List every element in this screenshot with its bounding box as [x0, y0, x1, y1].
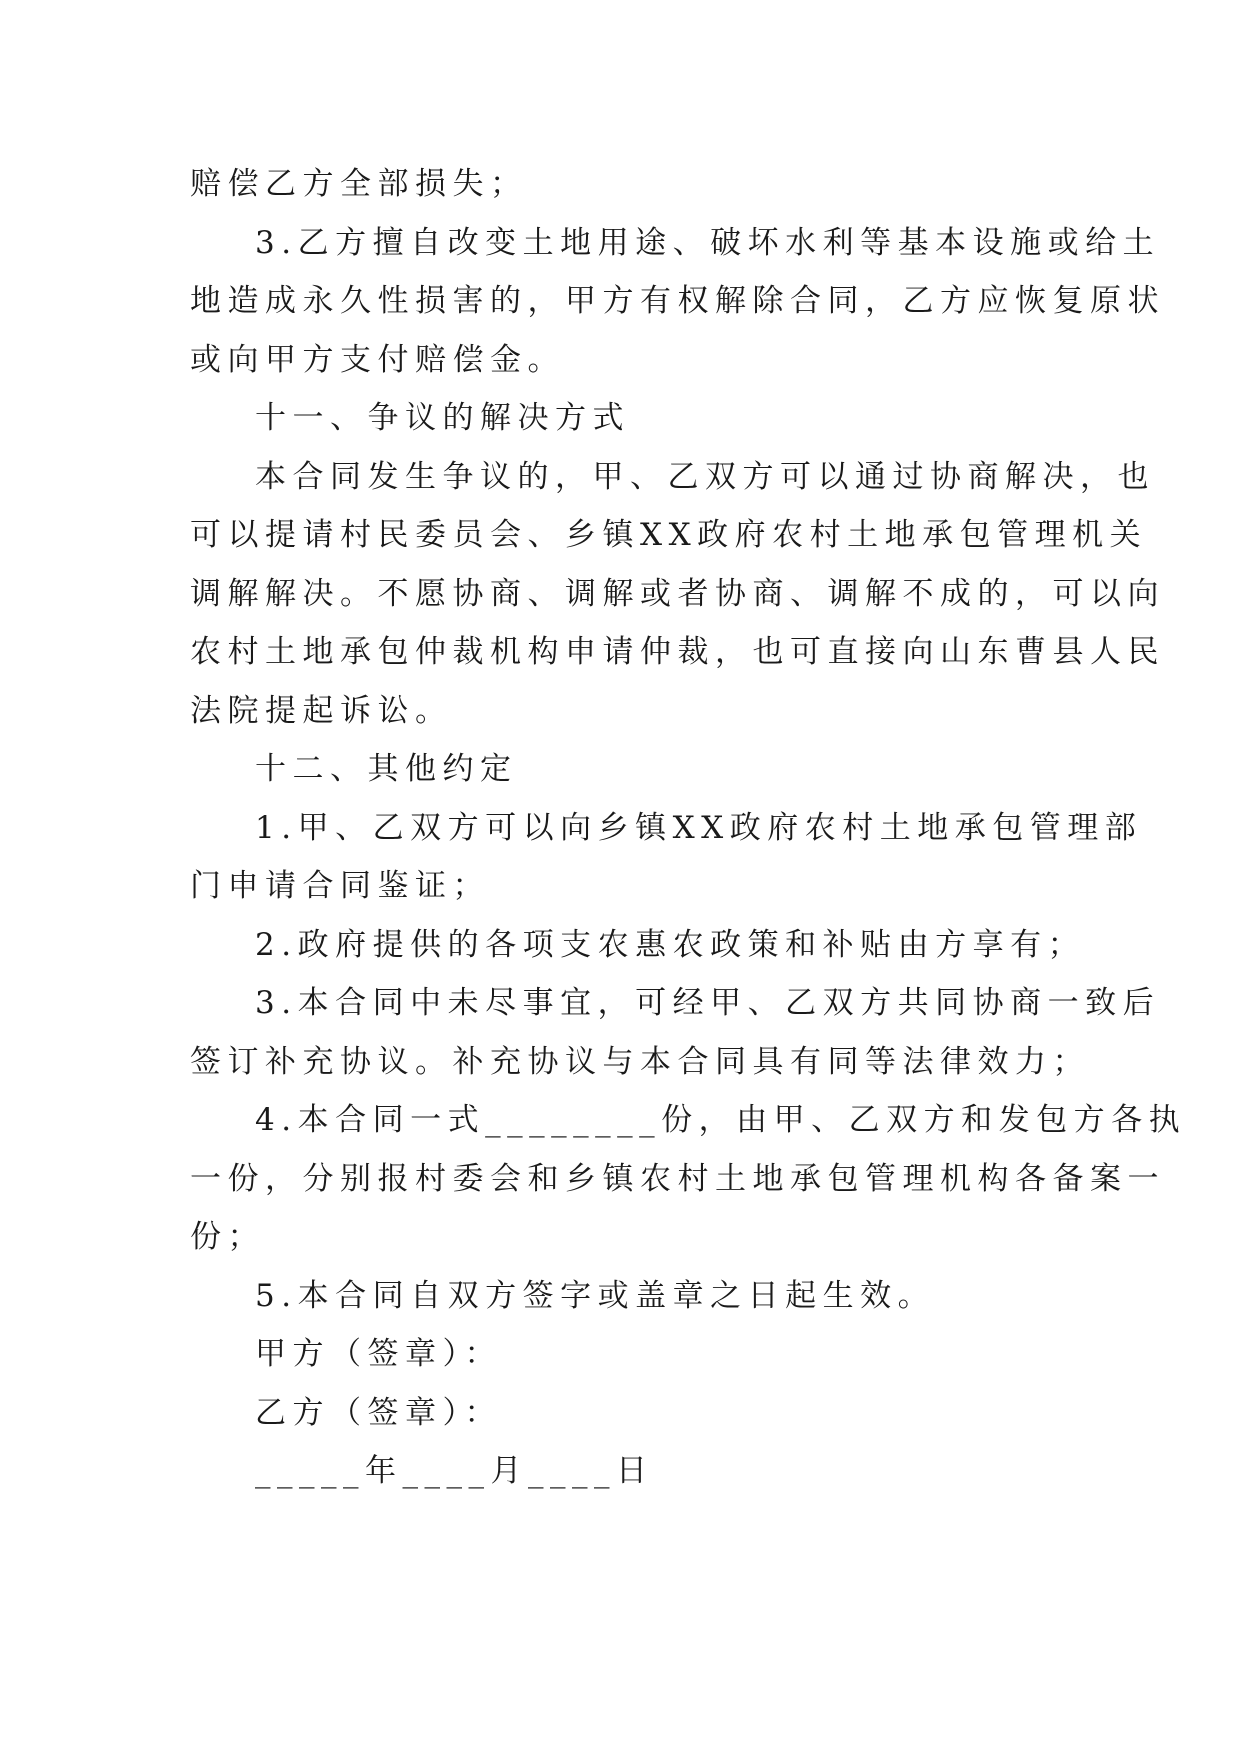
text-line-9: 农村土地承包仲裁机构申请仲裁，也可直接向山东曹县人民: [190, 634, 1165, 670]
text-line-18: 一份，分别报村委会和乡镇农村土地承包管理机构各备案一: [190, 1160, 1165, 1197]
text-line-6: 本合同发生争议的，甲、乙双方可以通过协商解决，也: [255, 458, 1155, 495]
text-line-4: 或向甲方支付赔偿金。: [190, 341, 565, 378]
text-line-1: 赔偿乙方全部损失；: [190, 166, 528, 202]
section-heading-12: 十二、其他约定: [255, 751, 518, 787]
text-line-17: 4.本合同一式________份，由甲、乙双方和发包方各执: [255, 1102, 1187, 1138]
text-line-12: 1.甲、乙双方可以向乡镇XX政府农村土地承包管理部: [255, 809, 1143, 846]
party-b-signature-line: 乙方（签章）：: [255, 1394, 502, 1431]
text-line-3: 地造成永久性损害的，甲方有权解除合同，乙方应恢复原状: [190, 283, 1165, 319]
text-line-16: 签订补充协议。补充协议与本合同具有同等法律效力；: [190, 1043, 1090, 1080]
party-a-signature-line: 甲方（签章）：: [255, 1336, 502, 1372]
text-line-8: 调解解决。不愿协商、调解或者协商、调解不成的，可以向: [190, 575, 1165, 612]
text-line-2: 3.乙方擅自改变土地用途、破坏水利等基本设施或给土: [255, 224, 1161, 261]
text-line-13: 门申请合同鉴证；: [190, 868, 490, 904]
date-line: _____年____月____日: [255, 1453, 654, 1489]
section-heading-11: 十一、争议的解决方式: [255, 400, 630, 436]
text-line-14: 2.政府提供的各项支农惠农政策和补贴由方享有；: [255, 926, 1086, 963]
text-line-20: 5.本合同自双方签字或盖章之日起生效。: [255, 1277, 936, 1314]
text-line-7: 可以提请村民委员会、乡镇XX政府农村土地承包管理机关: [190, 517, 1148, 553]
text-line-10: 法院提起诉讼。: [190, 692, 453, 729]
text-line-15: 3.本合同中未尽事宜，可经甲、乙双方共同协商一致后: [255, 985, 1161, 1021]
text-line-19: 份；: [190, 1219, 265, 1255]
document-page: [190, 155, 1187, 1501]
